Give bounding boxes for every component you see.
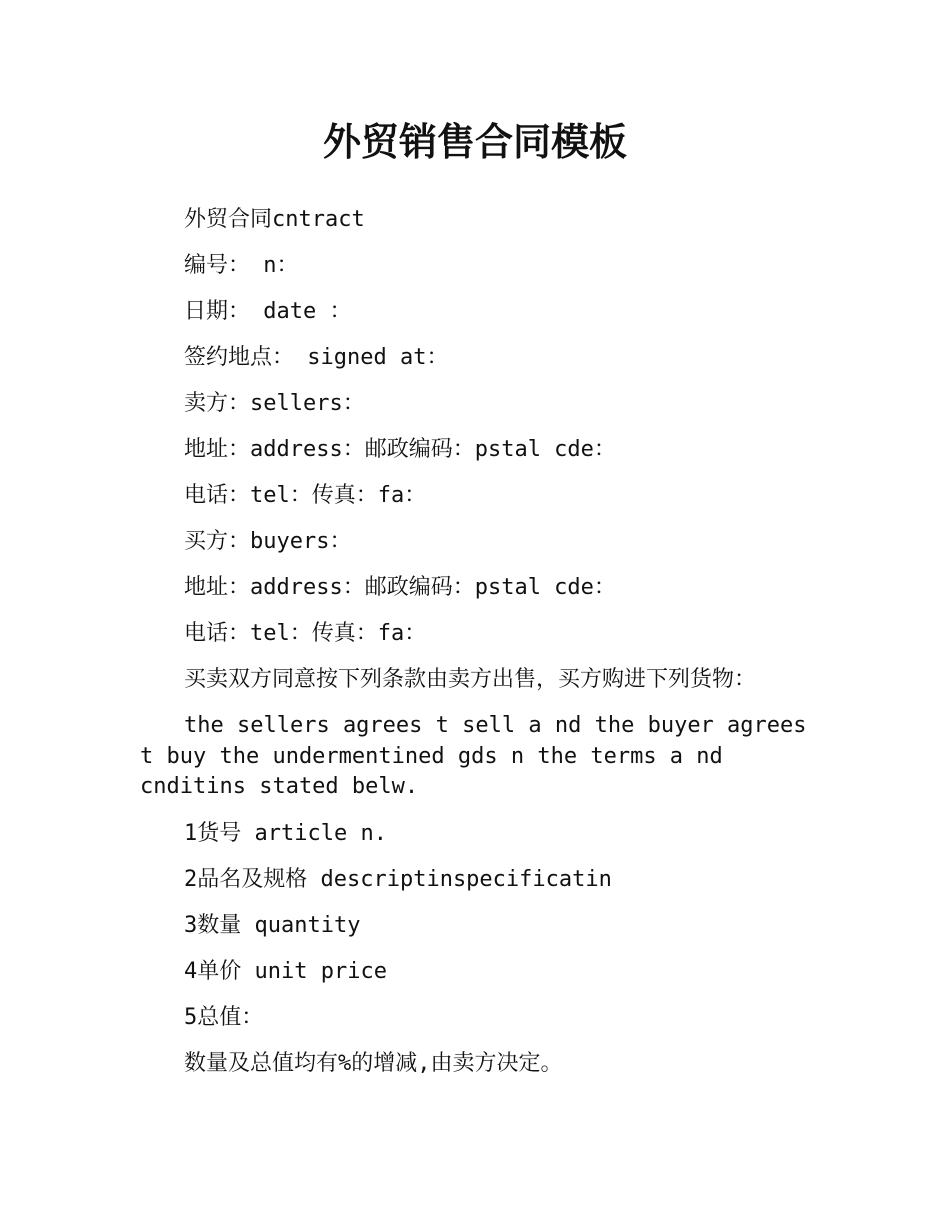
- signing-place-line: 签约地点： signed at：: [184, 345, 449, 370]
- item-article-number: 1货号 article n.: [184, 820, 387, 846]
- document-title: 外贸销售合同模板: [322, 120, 627, 164]
- agreement-paragraph-english: the sellers agrees t sell a nd the buyer agrees t buy the undermentined gds n the terms a nd cnditins stated belw.: [140, 713, 807, 799]
- seller-address-line: 地址：address：邮政编码：pstal cde：: [184, 437, 616, 462]
- contract-number-line: 编号： n：: [184, 253, 299, 278]
- document-body: [140, 197, 820, 1087]
- item-quantity: 3数量 quantity: [184, 912, 361, 938]
- seller-line: 卖方：sellers：: [184, 391, 365, 416]
- item-total-value: 5总值：: [184, 1004, 264, 1030]
- item-unit-price: 4单价 unit price: [184, 958, 387, 984]
- agreement-line: 买卖双方同意按下列条款由卖方出售，买方购进下列货物：: [184, 667, 757, 692]
- contract-heading-line: 外贸合同cntract: [184, 207, 365, 232]
- buyer-address-line: 地址：address：邮政编码：pstal cde：: [184, 575, 616, 600]
- item-description: 2品名及规格 descriptinspecificatin: [184, 866, 612, 892]
- seller-phone-line: 电话：tel：传真：fa：: [184, 483, 427, 508]
- contract-date-line: 日期： date ：: [184, 299, 352, 324]
- buyer-phone-line: 电话：tel：传真：fa：: [184, 621, 427, 646]
- buyer-line: 买方：buyers：: [184, 529, 352, 554]
- quantity-tolerance-note: 数量及总值均有%的增减,由卖方决定。: [184, 1050, 563, 1076]
